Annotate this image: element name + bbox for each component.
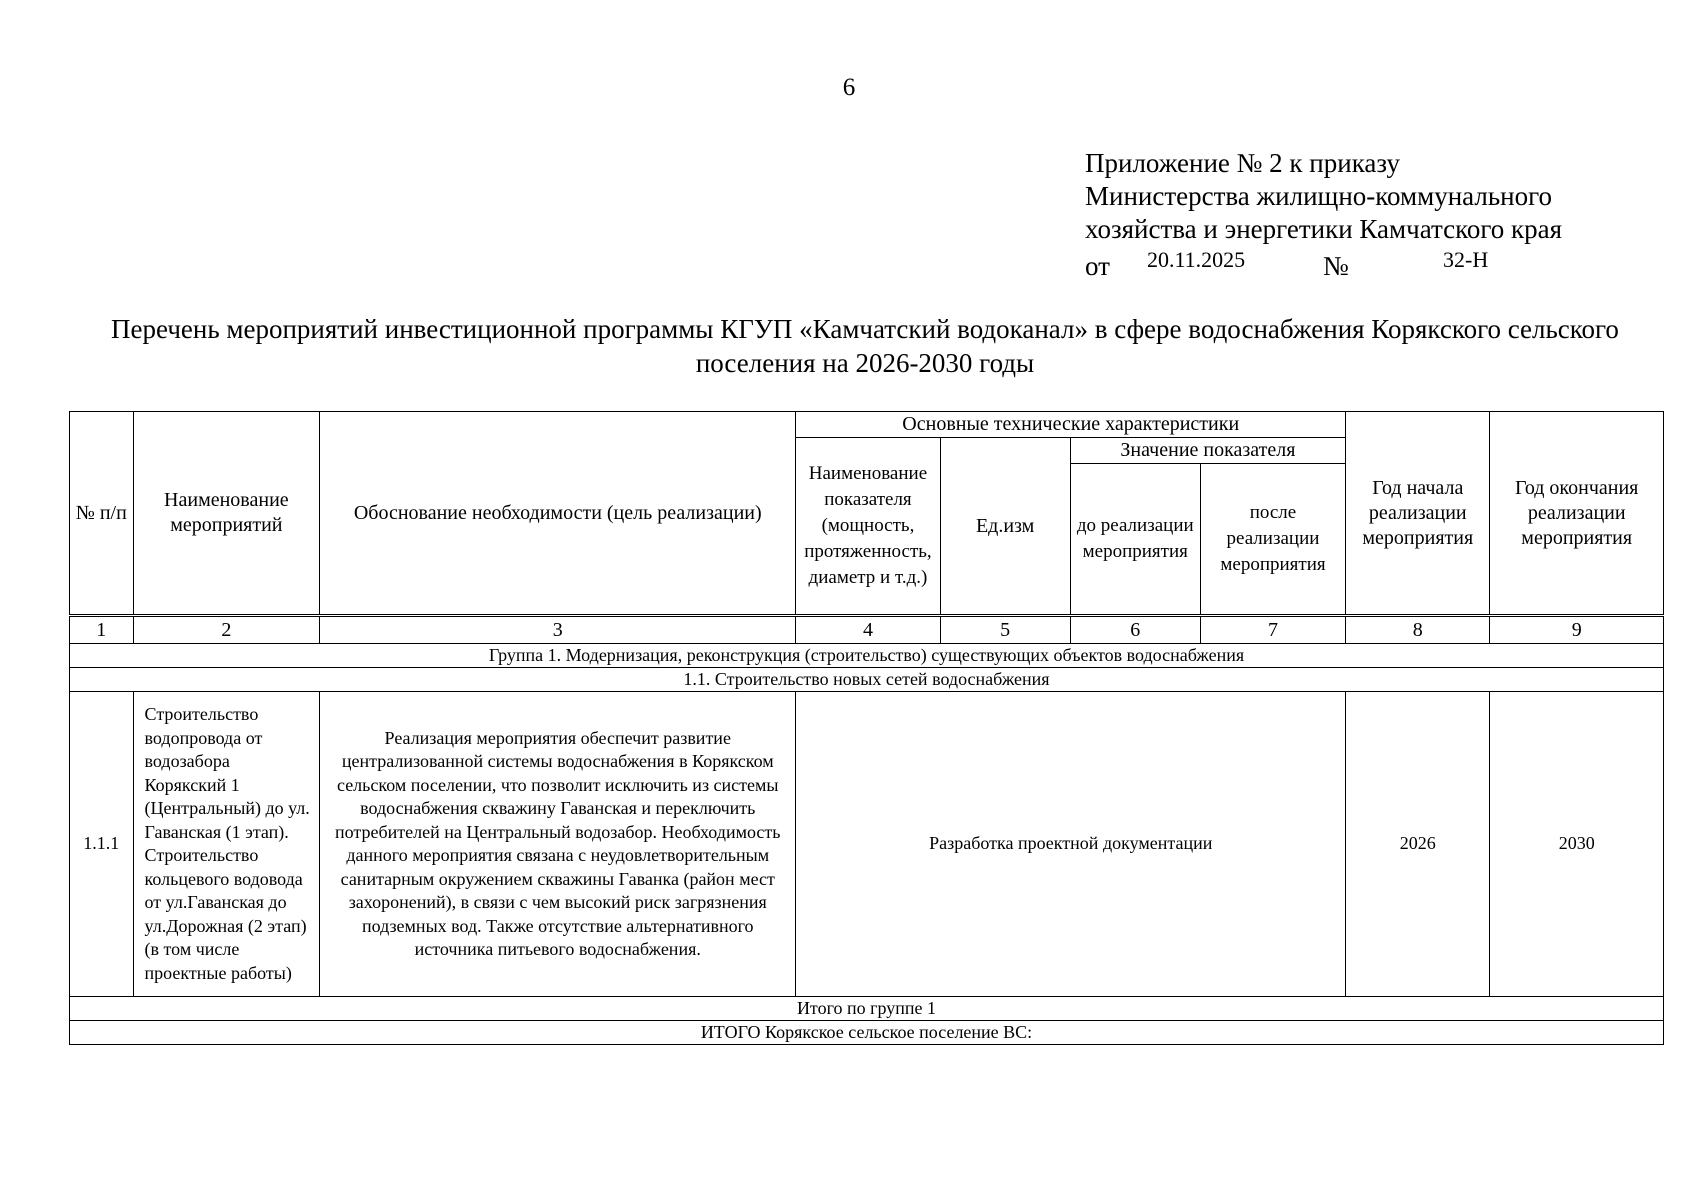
document-title-line-1: Перечень мероприятий инвестиционной программы КГУП «Камчатский водоканал» в сфере водоснабжения Корякского сельского	[111, 314, 1619, 344]
header-end-year: Год окончания реализации мероприятия	[1490, 412, 1664, 616]
column-number: 4	[796, 616, 940, 644]
header-tech-characteristics: Основные технические характеристики	[796, 412, 1346, 438]
column-number: 8	[1346, 616, 1490, 644]
measures-table	[69, 411, 1664, 1045]
subgroup-row	[70, 668, 1664, 692]
column-number: 6	[1070, 616, 1200, 644]
total-all-label: ИТОГО Корякское сельское поселение ВС:	[70, 1021, 1664, 1045]
header-name: Наименование мероприятий	[133, 412, 320, 616]
column-number: 5	[940, 616, 1070, 644]
header-after: после реализации мероприятия	[1200, 464, 1345, 616]
row-tech-characteristics: Разработка проектной документации	[796, 692, 1346, 997]
total-all-row	[70, 1021, 1664, 1045]
table-row	[70, 692, 1664, 997]
header-indicator-name: Наименование показателя (мощность, протяженность, диаметр и т.д.)	[796, 438, 940, 616]
group-label: Группа 1. Модернизация, реконструкция (строительство) существующих объектов водоснабжения	[70, 644, 1664, 668]
appendix-block	[1085, 147, 1605, 279]
column-number: 2	[133, 616, 320, 644]
column-number: 1	[70, 616, 134, 644]
appendix-line-1: Приложение № 2 к приказу	[1085, 148, 1400, 178]
row-number: 1.1.1	[70, 692, 134, 997]
order-from-label: от	[1085, 251, 1110, 281]
order-number: 32-Н	[1443, 247, 1489, 272]
header-num: № п/п	[70, 412, 134, 616]
column-number: 3	[320, 616, 796, 644]
row-start-year: 2026	[1346, 692, 1490, 997]
row-measure-name: Строительство водопровода от водозабора Корякский 1 (Центральный) до ул. Гаванская (1 этап). Строительство кольцевого водовода от ул.Гаванская до ул.Дорожная (2 этап) (в том числе проектные работы)	[133, 692, 320, 997]
header-before: до реализации мероприятия	[1070, 464, 1200, 616]
total-group-row	[70, 997, 1664, 1021]
header-indicator-value: Значение показателя	[1070, 438, 1345, 464]
appendix-line-2: Министерства жилищно-коммунального	[1085, 181, 1553, 211]
group-row	[70, 644, 1664, 668]
order-date: 20.11.2025	[1147, 247, 1246, 272]
column-number: 7	[1200, 616, 1345, 644]
header-justification: Обоснование необходимости (цель реализации)	[320, 412, 796, 616]
header-unit: Ед.изм	[940, 438, 1070, 616]
row-justification: Реализация мероприятия обеспечит развитие централизованной системы водоснабжения в Корякском сельском поселении, что позволит исключить из системы водоснабжения скважину Гаванская и переключить потребителей на Центральный водозабор. Необходимость данного мероприятия связана с неудовлетворительным санитарным окружением скважины Гаванка (район мест захоронений), в связи с чем высокий риск загрязнения подземных вод. Также отсутствие альтернативного источника питьевого водоснабжения.	[320, 692, 796, 997]
document-title-line-2: поселения на 2026-2030 годы	[695, 348, 1035, 378]
column-number: 9	[1490, 616, 1664, 644]
row-end-year: 2030	[1490, 692, 1664, 997]
appendix-line-3: хозяйства и энергетики Камчатского края	[1085, 214, 1563, 244]
total-group-label: Итого по группе 1	[70, 997, 1664, 1021]
header-start-year: Год начала реализации мероприятия	[1346, 412, 1490, 616]
column-numbers-row	[70, 616, 1664, 644]
subgroup-label: 1.1. Строительство новых сетей водоснабжения	[70, 668, 1664, 692]
document-title	[60, 312, 1670, 380]
order-line	[1085, 246, 1605, 279]
page-number: 6	[842, 74, 856, 101]
order-number-label: №	[1323, 251, 1349, 281]
